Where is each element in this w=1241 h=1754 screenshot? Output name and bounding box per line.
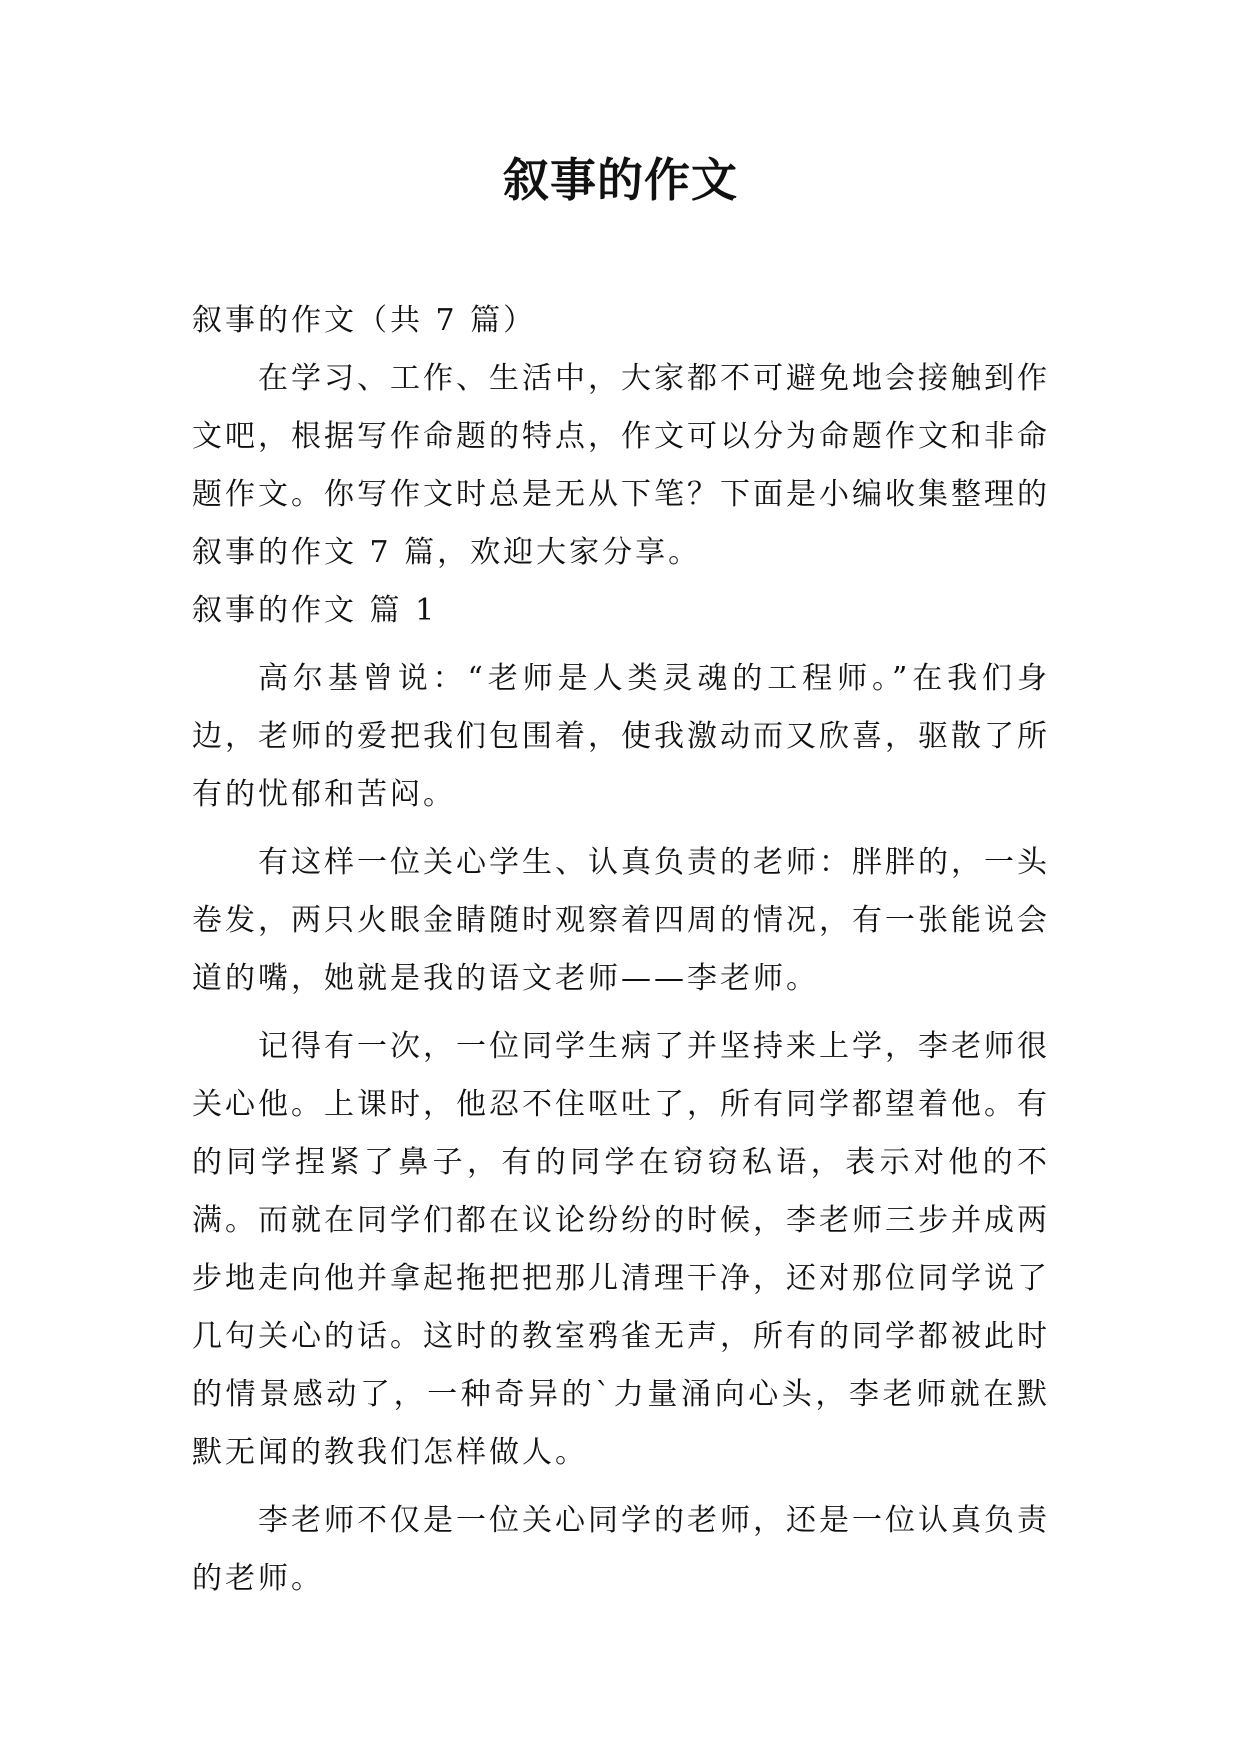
body-paragraph-4: 李老师不仅是一位关心同学的老师，还是一位认真负责的老师。 [192,1503,1050,1596]
section-heading: 叙事的作文 篇 1 [192,593,438,628]
body-paragraph-2: 有这样一位关心学生、认真负责的老师：胖胖的，一头卷发，两只火眼金睛随时观察着四周的情况，有一张能说会道的嘴，她就是我的语文老师——李老师。 [192,845,1050,996]
document-body [192,292,1050,1608]
body-paragraph-3: 记得有一次，一位同学生病了并坚持来上学，李老师很关心他。上课时，他忍不住呕吐了，所有同学都望着他。有的同学捏紧了鼻子，有的同学在窃窃私语，表示对他的不满。而就在同学们都在议论纷纷的时候，李老师三步并成两步地走向他并拿起拖把把那儿清理干净，还对那位同学说了几句关心的话。这时的教室鸦雀无声，所有的同学都被此时的情景感动了，一种奇异的`力量涌向心头，李老师就在默默无闻的教我们怎样做人。 [192,1029,1050,1470]
intro-paragraph: 在学习、工作、生活中，大家都不可避免地会接触到作文吧，根据写作命题的特点，作文可以分为命题作文和非命题作文。你写作文时总是无从下笔？下面是小编收集整理的叙事的作文 7 篇，欢迎大家分享。 [192,361,1050,570]
document-title: 叙事的作文 [503,153,738,207]
document-subtitle: 叙事的作文（共 7 篇） [192,303,537,338]
body-paragraph-1: 高尔基曾说：“老师是人类灵魂的工程师。”在我们身边，老师的爱把我们包围着，使我激动而又欣喜，驱散了所有的忧郁和苦闷。 [192,661,1050,812]
